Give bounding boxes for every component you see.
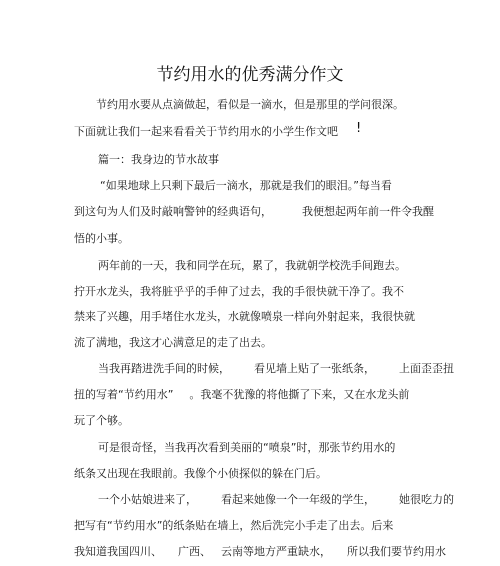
exclamation-mark: ! xyxy=(356,121,362,136)
paragraph-2-line-4: 流了满地，我这才心满意足的走了出去。 xyxy=(74,336,272,349)
intro-line-1: 节约用水要从点滴做起，看似是一滴水，但是那里的学问很深。 xyxy=(96,98,404,111)
paragraph-5-line-1 xyxy=(98,493,454,507)
document-title: 节约用水的优秀满分作文 xyxy=(156,65,344,85)
paragraph-2-line-1: 两年前的一天，我和同学在玩，累了，我就朝学校洗手间跑去。 xyxy=(98,259,406,272)
paragraph-1-line-2-part-b: 我便想起两年前一件令我醒 xyxy=(302,205,434,218)
intro-line-2: 下面就让我们一起来看看关于节约用水的小学生作文吧 xyxy=(74,125,338,138)
paragraph-5-line-3-part-b: 广西、 xyxy=(178,545,211,558)
paragraph-5-line-3 xyxy=(74,545,446,559)
paragraph-2-line-3: 禁来了兴趣，用手堵住水龙头，水就像喷泉一样向外射起来，我很快就 xyxy=(74,310,415,323)
paragraph-1-line-2 xyxy=(74,205,434,219)
paragraph-5-line-1-part-c: 她很吃力的 xyxy=(399,493,454,506)
paragraph-5-line-1-part-b: 看起来她像一个一年级的学生， xyxy=(221,493,375,506)
paragraph-3-line-2 xyxy=(74,388,409,402)
paragraph-3-line-1-part-b: 看见墙上贴了一张纸条， xyxy=(254,362,375,375)
paragraph-5-line-3-part-c: 云南等地方严重缺水， xyxy=(221,545,331,558)
paragraph-4-line-1: 可是很奇怪，当我再次看到美丽的“喷泉”时，那张节约用水的 xyxy=(98,441,396,454)
paragraph-5-line-3-part-a: 我知道我国四川、 xyxy=(74,545,162,558)
paragraph-2-line-2: 拧开水龙头，我将脏乎乎的手伸了过去，我的手很快就干净了。我不 xyxy=(74,285,404,298)
paragraph-3-line-2-part-a: 扭的写着“节约用水” xyxy=(74,388,174,401)
paragraph-1-line-3: 悟的小事。 xyxy=(74,232,129,245)
paragraph-1-line-2-part-a: 到这句为人们及时敲响警钟的经典语句， xyxy=(74,205,272,218)
paragraph-5-line-3-part-d: 所以我们要节约用水 xyxy=(347,545,446,558)
paragraph-4-line-2: 纸条又出现在我眼前。我像个小侦探似的躲在门后。 xyxy=(74,467,327,480)
paragraph-3-line-1-part-c: 上面歪歪扭 xyxy=(399,362,454,375)
paragraph-5-line-2: 把写有“节约用水”的纸条贴在墙上，然后洗完小手走了出去。后来 xyxy=(74,519,394,532)
paragraph-5-line-1-part-a: 一个小姑娘进来了， xyxy=(98,493,197,506)
paragraph-3-line-3: 玩了个够。 xyxy=(74,414,129,427)
paragraph-3-line-1-part-a: 当我再踏进洗手间的时候， xyxy=(98,362,230,375)
paragraph-1-line-1: “如果地球上只剩下最后一滴水，那就是我们的眼泪。”每当看 xyxy=(100,179,392,192)
paragraph-3-line-1 xyxy=(98,362,454,376)
section-heading: 篇一：我身边的节水故事 xyxy=(98,153,219,166)
paragraph-3-line-2-part-b: 。我毫不犹豫的将他撕了下来，又在水龙头前 xyxy=(189,388,410,401)
